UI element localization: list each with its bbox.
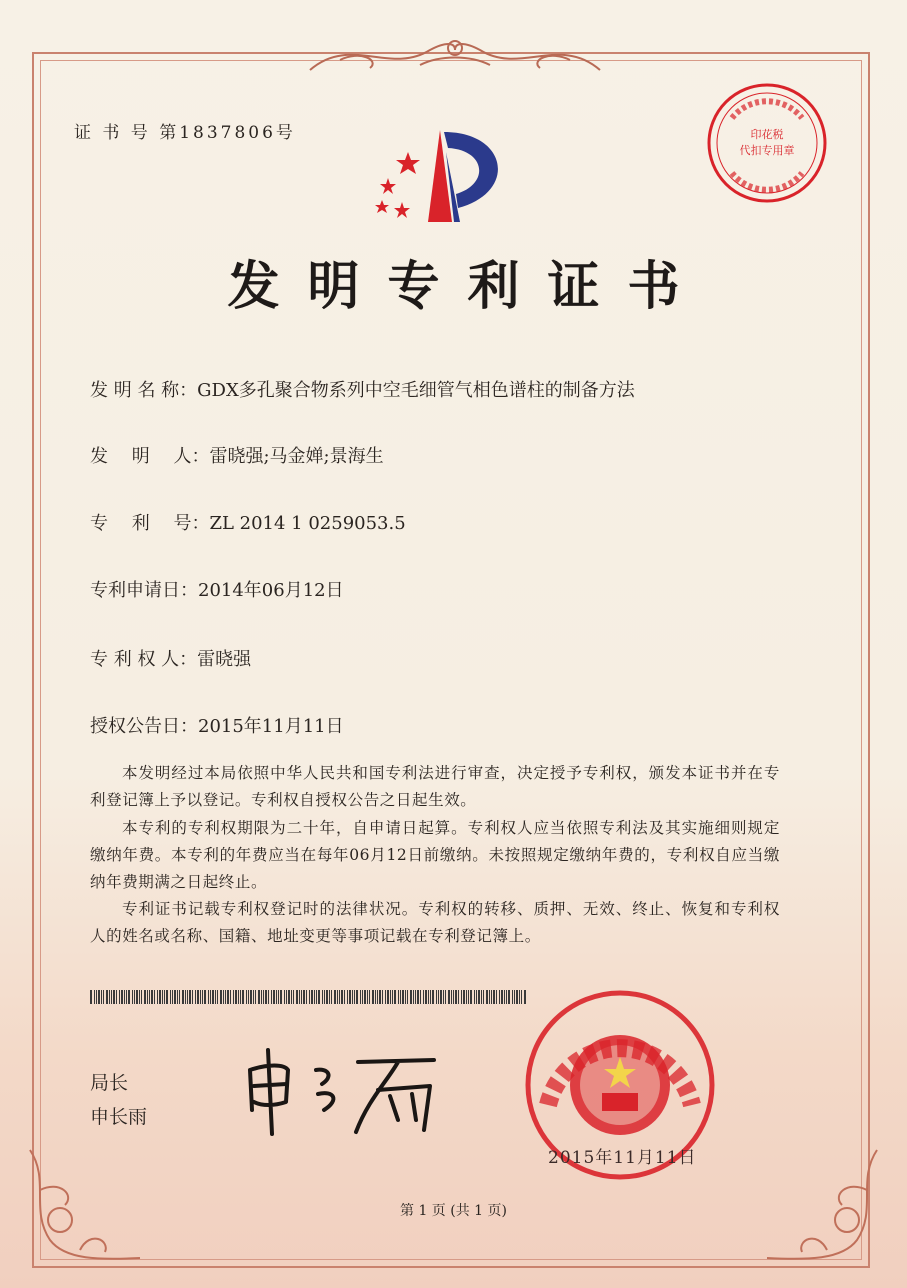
handwritten-signature-icon [238,1040,448,1140]
field-value: ZL 2014 1 0259053.5 [209,513,406,534]
field-label: 专 利 权 人： [90,649,198,670]
field-value: 雷晓强;马金婵;景海生 [209,446,384,467]
barcode-icon [90,990,530,1004]
field-value: 2015年11月11日 [198,716,344,737]
field-patentee [90,645,251,671]
field-grant-date [90,712,344,738]
field-label: 发 明 名 称： [90,380,198,401]
top-ornament-icon [300,30,610,80]
field-patent-number [90,509,406,535]
field-value: 雷晓强 [197,649,252,670]
paragraph-1: 本发明经过本局依照中华人民共和国专利法进行审查，决定授予专利权，颁发本证书并在专利登记簿上予以登记。专利权自授权公告之日起生效。 [90,764,780,809]
field-label: 专利申请日： [90,580,198,601]
field-inventors [90,442,384,468]
paragraph-2: 本专利的专利权期限为二十年，自申请日起算。专利权人应当依照专利法及其实施细则规定缴纳年费。本专利的年费应当在每年06月12日前缴纳。未按照规定缴纳年费的，专利权自应当缴纳年费期满之日起终止。 [90,819,780,891]
seal-date: 2015年11月11日 [548,1148,697,1168]
svg-text:印花税: 印花税 [750,128,784,141]
field-application-date [90,576,344,602]
field-invention-name [90,376,635,402]
paragraph-3: 专利证书记载专利权登记时的法律状况。专利权的转移、质押、无效、终止、恢复和专利权人的姓名或名称、国籍、地址变更等事项记载在专利登记簿上。 [90,900,780,945]
signature-title: 局长 [90,1072,129,1094]
tax-stamp-icon [702,78,832,208]
page-title: 发明专利证书 [227,256,708,317]
certificate-number: 证 书 号 第1837806号 [74,123,296,143]
svg-text:代扣专用章: 代扣专用章 [739,144,795,157]
page-footer: 第 1 页 (共 1 页) [400,1203,507,1219]
field-value: GDX多孔聚合物系列中空毛细管气相色谱柱的制备方法 [197,380,635,401]
field-value: 2014年06月12日 [198,580,344,601]
field-label: 发 明 人： [90,446,210,467]
sipo-logo-icon [368,122,518,232]
field-label: 授权公告日： [90,716,198,737]
field-label: 专 利 号： [90,513,210,534]
signature-name: 申长雨 [90,1106,148,1128]
